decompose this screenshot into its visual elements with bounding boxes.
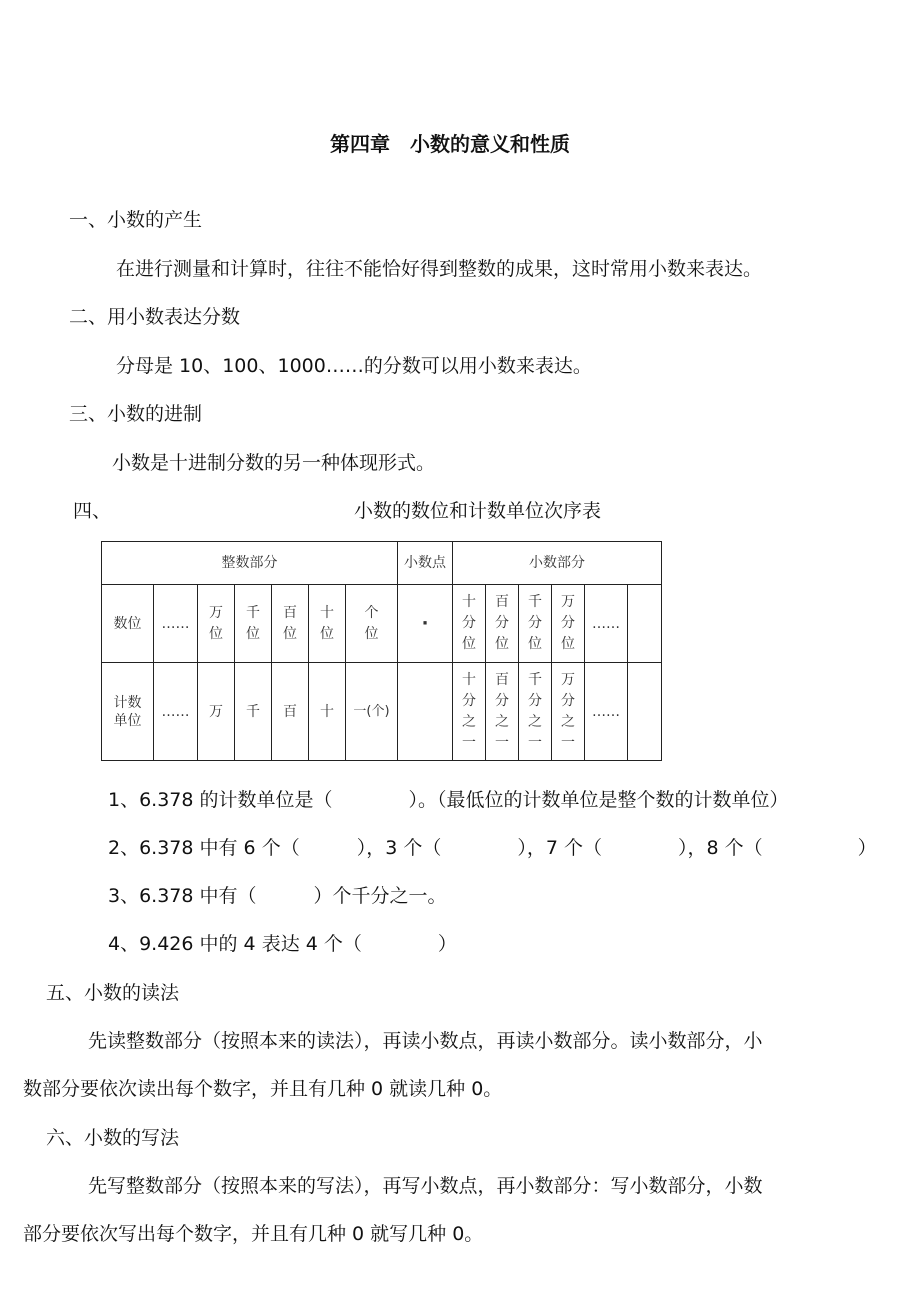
table-cell: 十 [309,663,346,761]
decimal-part-header: 小数部分 [453,542,662,585]
section-paragraph: 小数是十进制分数的另一种体现形式。 [112,452,436,474]
section-heading: 一、小数的产生 [69,209,203,231]
section-paragraph: 在进行测量和计算时，往往不能恰好得到整数的成果，这时常用小数来表达。 [116,258,763,280]
table-cell: 千 [235,663,272,761]
section-paragraph: 分母是 10、100、1000……的分数可以用小数来表达。 [116,355,592,377]
table-cell: 十分位 [453,585,486,663]
section-heading: 二、用小数表达分数 [69,306,241,328]
table-cell: …… [585,663,628,761]
section-heading: 三、小数的进制 [69,403,203,425]
table-cell: 万分之一 [552,663,585,761]
row-label: 计数单位 [102,663,154,761]
question-1: 1、6.378 的计数单位是（ ）。（最低位的计数单位是整个数的计数单位） [108,789,789,811]
table-cell: 百位 [272,585,309,663]
table-cell: 十位 [309,585,346,663]
section-paragraph: 数部分要依次读出每个数字，并且有几种 0 就读几种 0。 [23,1078,503,1100]
table-cell: 百分位 [486,585,519,663]
table-cell: …… [154,663,198,761]
table-cell [628,663,662,761]
decimal-point-cell: · [398,585,453,663]
table-cell: 千分位 [519,585,552,663]
section-paragraph: 先读整数部分（按照本来的读法），再读小数点，再读小数部分。读小数部分，小 [88,1030,763,1052]
table-cell: 一(个) [346,663,398,761]
table-cell: 百 [272,663,309,761]
table-cell: 千位 [235,585,272,663]
table-cell: …… [585,585,628,663]
table-row-unit [102,663,662,761]
table-cell: 十分之一 [453,663,486,761]
table-cell: …… [154,585,198,663]
table-cell: 万位 [198,585,235,663]
row-label: 数位 [102,585,154,663]
place-value-table [101,541,662,761]
table-cell: 千分之一 [519,663,552,761]
table-cell: 万分位 [552,585,585,663]
table-cell [628,585,662,663]
table-caption: 小数的数位和计数单位次序表 [354,500,602,522]
question-4: 4、9.426 中的 4 表达 4 个（ ） [108,933,457,955]
table-cell: 个位 [346,585,398,663]
table-header-row [102,542,662,585]
page-title: 第四章 小数的意义和性质 [330,132,570,156]
table-cell: 万 [198,663,235,761]
question-2: 2、6.378 中有 6 个（ ），3 个（ ），7 个（ ），8 个（ ） [108,837,877,859]
integer-part-header: 整数部分 [102,542,398,585]
section-heading: 五、小数的读法 [46,982,180,1004]
section-paragraph: 先写整数部分（按照本来的写法），再写小数点，再小数部分：写小数部分，小数 [88,1175,763,1197]
table-row-place [102,585,662,663]
question-3: 3、6.378 中有（ ）个千分之一。 [108,885,447,907]
section-heading: 六、小数的写法 [46,1127,180,1149]
section-paragraph: 部分要依次写出每个数字，并且有几种 0 就写几种 0。 [23,1223,484,1245]
table-cell: 百分之一 [486,663,519,761]
decimal-point-header: 小数点 [398,542,453,585]
section-heading: 四、 [73,500,112,522]
table-cell [398,663,453,761]
